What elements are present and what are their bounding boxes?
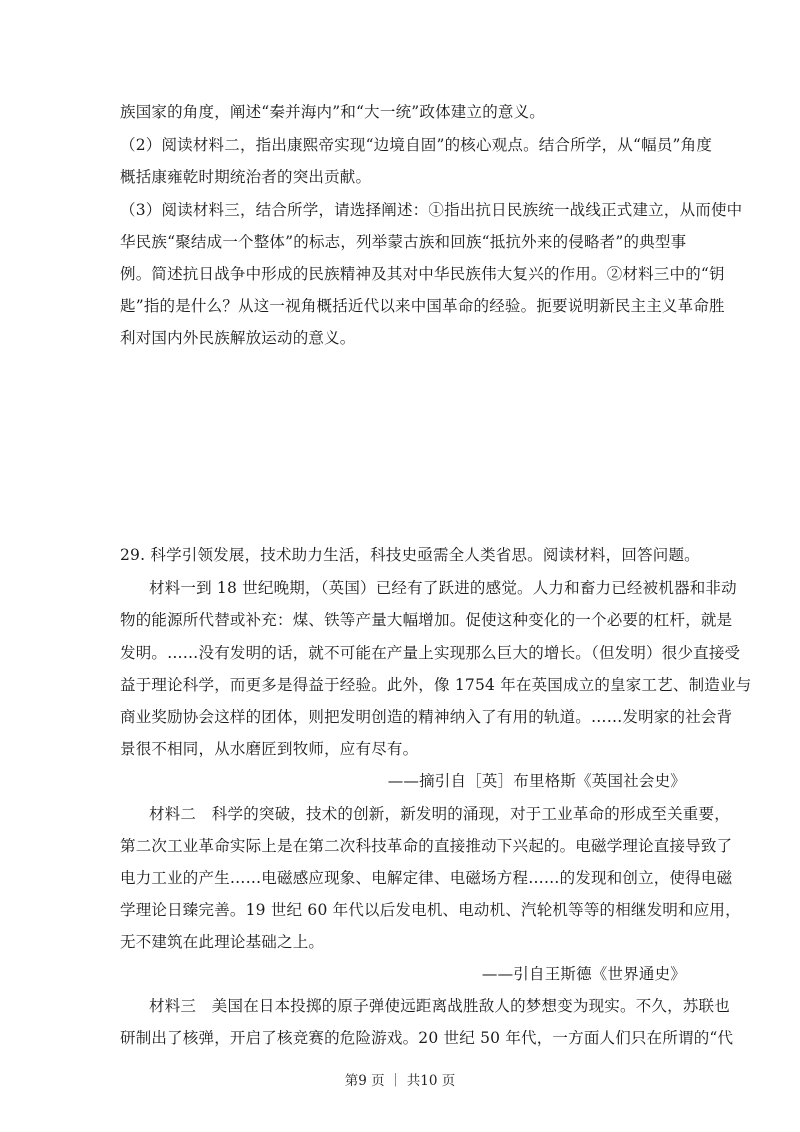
text-line-1: 族国家的角度，阐述“秦并海内”和“大一统”政体建立的意义。 [120,103,545,121]
text-line-8: 利对国内外民族解放运动的意义。 [120,329,356,347]
material-1-line-5: 商业奖励协会这样的团体，则把发明创造的精神纳入了有用的轨道。……发明家的社会背 [120,708,733,726]
material-2-line-1: 材料二 科学的突破，技术的创新，新发明的涌现，对于工业革命的形成至关重要， [149,805,730,823]
material-2-line-2: 第二次工业革命实际上是在第二次科技革命的直接推动下兴起的。电磁学理论直接导致了 [120,837,733,855]
material-1-line-4: 益于理论科学，而更多是得益于经验。此外，像 1754 年在英国成立的皇家工艺、制造业与 [120,676,752,694]
text-line-7: 匙”指的是什么？从这一视角概括近代以来中国革命的经验。扼要说明新民主主义革命胜 [120,297,725,315]
material-2-line-5: 无不建筑在此理论基础之上。 [120,933,325,951]
question-29-stem: 29. 科学引领发展，技术助力生活，科技史亟需全人类省思。阅读材料，回答问题。 [120,546,700,564]
material-3-line-2: 研制出了核弹，开启了核竞赛的危险游戏。20 世纪 50 年代，一方面人们只在所谓的“代 [120,1029,734,1047]
material-1-line-2: 物的能源所代替或补充：煤、铁等产量大幅增加。促使这种变化的一个必要的杠杆，就是 [120,611,733,629]
text-line-4: （3）阅读材料三，结合所学，请选择阐述：①指出抗日民族统一战线正式建立，从而使中 [120,201,743,219]
text-line-5: 华民族“聚结成一个整体”的标志，列举蒙古族和回族“抵抗外来的侵略者”的典型事 [120,233,687,251]
material-2-line-4: 学理论日臻完善。19 世纪 60 年代以后发电机、电动机、汽轮机等等的相继发明和应用， [120,901,741,919]
material-2-source: ——引自王斯德《世界通史》 [481,965,686,983]
material-3-line-1: 材料三 美国在日本投掷的原子弹使远距离战胜敌人的梦想变为现实。不久，苏联也 [149,997,730,1015]
page-footer: 第9 页 ｜ 共10 页 [344,1073,456,1089]
text-line-6: 例。简述抗日战争中形成的民族精神及其对中华民族伟大复兴的作用。②材料三中的“钥 [120,265,725,283]
material-2-line-3: 电力工业的产生……电磁感应现象、电解定律、电磁场方程……的发现和创立，使得电磁 [120,869,733,887]
material-1-line-3: 发明。……没有发明的话，就不可能在产量上实现那么巨大的增长。（但发明）很少直接受 [120,644,741,662]
material-1-line-6: 景很不相同，从水磨匠到牧师，应有尽有。 [120,740,419,758]
material-1-line-1: 材料一到 18 世纪晚期，（英国）已经有了跃进的感觉。人力和畜力已经被机器和非动 [149,579,737,597]
text-line-3: 概括康雍乾时期统治者的突出贡献。 [120,168,372,186]
text-line-2: （2）阅读材料二，指出康熙帝实现“边境自固”的核心观点。结合所学，从“幅员”角度 [120,136,713,154]
material-1-source: ——摘引自［英］布里格斯《英国社会史》 [387,772,686,790]
